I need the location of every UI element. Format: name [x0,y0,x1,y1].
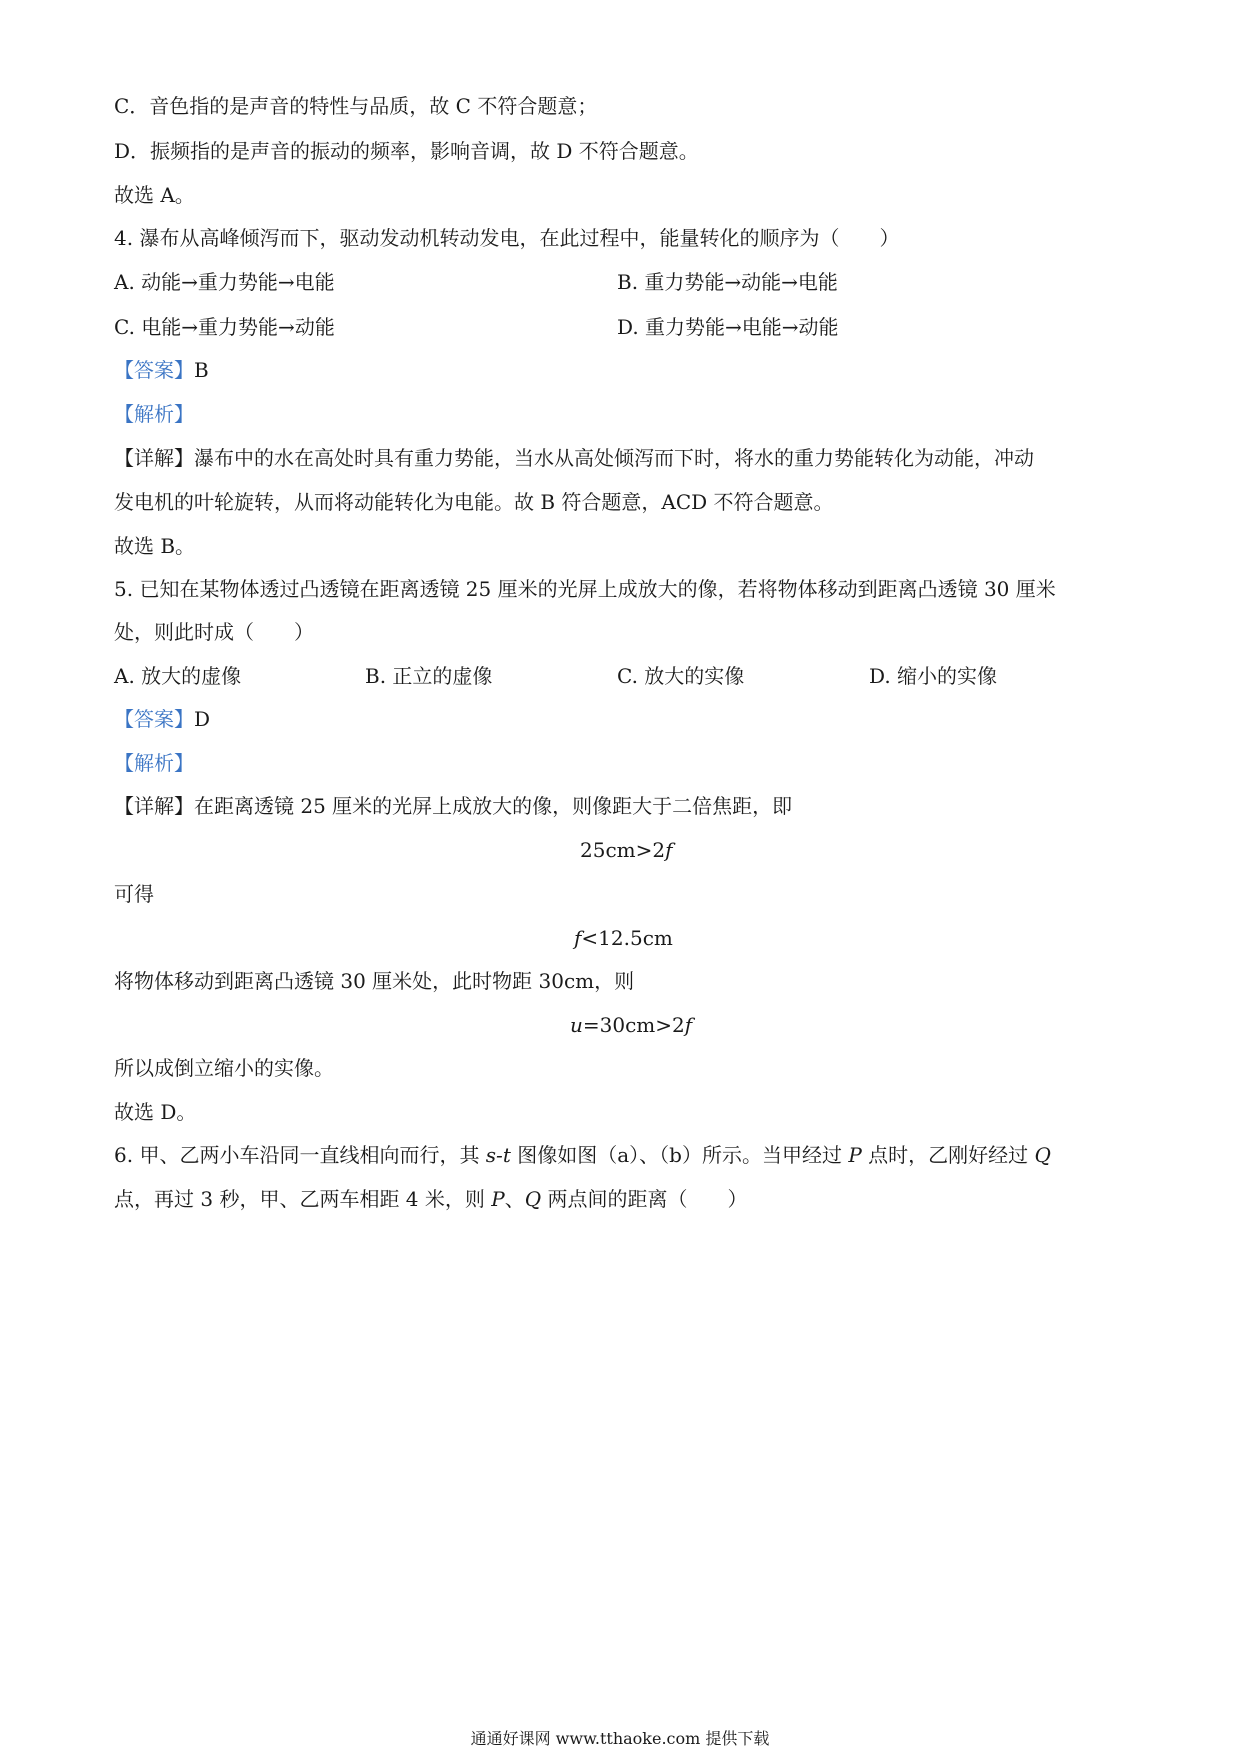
q4-detail-line-2: 发电机的叶轮旋转，从而将动能转化为电能。故 B 符合题意，ACD 不符合题意。 [114,490,834,514]
detail-tag: 【详解】 [114,794,194,818]
q6-var: P [491,1187,505,1211]
q5-analysis [114,749,194,777]
detail-tag: 【详解】 [114,446,194,470]
formula-1 [580,836,673,864]
formula-3-var: u [570,1013,583,1037]
q6-var: Q [524,1187,542,1211]
text-line: 故选 A。 [114,183,195,207]
detail-text: 在距离透镜 25 厘米的光屏上成放大的像，则像距大于二倍焦距，即 [194,794,793,818]
text-line: 所以成倒立缩小的实像。 [114,1056,334,1080]
q5-option-b: B. 正立的虚像 [365,664,493,688]
q6-var: P [848,1143,862,1167]
analysis-tag: 【解析】 [114,751,194,775]
q6-text: 点时，乙刚好经过 [861,1143,1035,1167]
formula-1-part: 25cm>2 [580,838,666,862]
answer-value: B [194,358,209,382]
page-footer: 通通好课网 www.tthaoke.com 提供下载 [470,1729,770,1748]
q6-text: 、 [504,1187,525,1211]
formula-3-var2: f [684,1013,693,1037]
analysis-tag: 【解析】 [114,402,194,426]
text-line: 可得 [114,882,154,906]
q6-text: 点，再过 3 秒，甲、乙两车相距 4 米，则 [114,1187,492,1211]
q5-option-d: D. 缩小的实像 [869,664,998,688]
question-5-line-1: 5. 已知在某物体透过凸透镜在距离透镜 25 厘米的光屏上成放大的像，若将物体移动到距离凸透镜 30 厘米 [114,577,1056,601]
q4-analysis [114,400,194,428]
question-5-line-2: 处，则此时成（ ） [114,620,314,644]
q6-text: 图像如图（a）、（b）所示。当甲经过 [510,1143,849,1167]
q5-option-a: A. 放大的虚像 [114,664,242,688]
q5-answer [114,705,210,733]
q4-option-d: D. 重力势能→电能→动能 [617,315,839,339]
q4-detail-line-1 [114,444,1034,472]
q5-choose: 故选 D。 [114,1100,197,1124]
q4-choose: 故选 B。 [114,534,196,558]
q6-text: 6. 甲、乙两小车沿同一直线相向而行，其 [114,1143,486,1167]
formula-3-part: =30cm>2 [582,1013,685,1037]
q4-answer [114,356,209,384]
answer-value: D [194,707,211,731]
answer-tag: 【答案】 [114,707,194,731]
q4-option-c: C. 电能→重力势能→动能 [114,315,335,339]
formula-2-part: <12.5cm [581,926,673,950]
detail-text: 瀑布中的水在高处时具有重力势能，当水从高处倾泻而下时，将水的重力势能转化为动能，冲动 [194,446,1034,470]
q6-var: s-t [485,1143,511,1167]
q6-text: 两点间的距离（ ） [541,1187,748,1211]
question-6-line-2 [114,1185,747,1213]
formula-2 [574,924,673,952]
q6-var: Q [1034,1143,1051,1167]
question-4: 4. 瀑布从高峰倾泻而下，驱动发动机转动发电，在此过程中，能量转化的顺序为（ ） [114,226,900,250]
text-line: 将物体移动到距离凸透镜 30 厘米处，此时物距 30cm，则 [114,969,635,993]
q4-option-a: A. 动能→重力势能→电能 [114,270,335,294]
q4-option-b: B. 重力势能→动能→电能 [617,270,838,294]
formula-2-var: f [574,926,582,950]
q5-detail [114,792,792,820]
text-line: C．音色指的是声音的特性与品质，故 C 不符合题意； [114,94,598,118]
question-6-line-1 [114,1141,1051,1169]
formula-3 [570,1011,692,1039]
formula-1-var: f [665,838,673,862]
answer-tag: 【答案】 [114,358,194,382]
q5-option-c: C. 放大的实像 [617,664,745,688]
text-line: D．振频指的是声音的振动的频率，影响音调，故 D 不符合题意。 [114,139,699,163]
